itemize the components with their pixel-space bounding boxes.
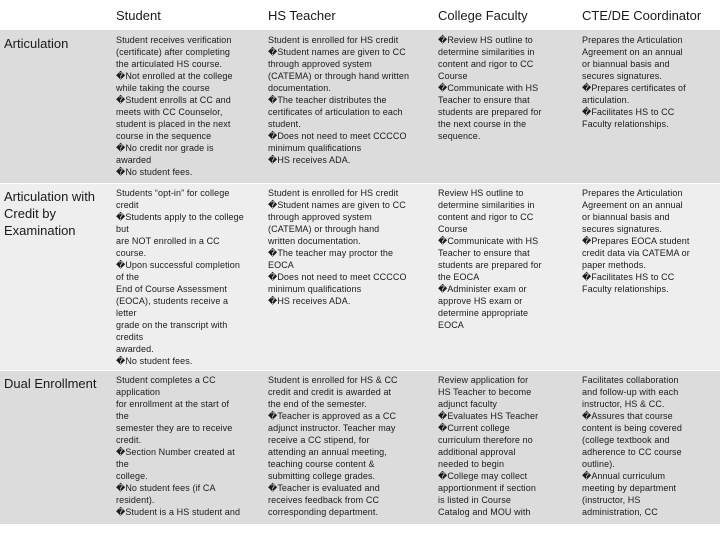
cell-line: �Does not need to meet CCCCO (268, 131, 407, 141)
cell-line: Faculty relationships. (582, 119, 669, 129)
cell-line: attending an annual meeting, (268, 447, 387, 457)
cell-line: �Student names are given to CC (268, 200, 406, 210)
cell-line: meets with CC Counselor, (116, 107, 223, 117)
row-label-dual-enrollment: Dual Enrollment (0, 371, 112, 525)
cell-line: course. (116, 248, 147, 258)
cell-line: �Student enrolls at CC and (116, 95, 231, 105)
cell-line: �Teacher is approved as a CC (268, 411, 397, 421)
cell-line: �The teacher may proctor the (268, 248, 394, 258)
cell-line: Agreement on an annual (582, 47, 683, 57)
cell-line: or biannual basis and (582, 59, 670, 69)
cell-line: (instructor, HS (582, 495, 641, 505)
cell-line: Teacher to ensure that (438, 95, 530, 105)
cell-line: the EOCA (438, 272, 480, 282)
cell-line: the next course in the (438, 119, 527, 129)
cell-line: content is being covered (582, 423, 682, 433)
header-cell-hs-teacher: HS Teacher (264, 0, 434, 31)
header-cell-student: Student (112, 0, 264, 31)
cell-line: the (116, 411, 129, 421)
cell-line: course in the sequence (116, 131, 212, 141)
cell-line: submitting college grades. (268, 471, 376, 481)
cell-line: the end of the semester. (268, 399, 367, 409)
table-row-articulation (0, 31, 720, 184)
cell-line: receive a CC stipend, for (268, 435, 370, 445)
cell-line: minimum qualifications (268, 143, 362, 153)
cell-line: but (116, 224, 129, 234)
cell-line: Agreement on an annual (582, 200, 683, 210)
cell-line: credit. (116, 435, 142, 445)
cell-line: Prepares the Articulation (582, 35, 683, 45)
cell-line: grade on the transcript with (116, 320, 228, 330)
cell-line: �Current college (438, 423, 510, 433)
cell-cte-de-coordinator (578, 31, 720, 184)
cell-line: secures signatures. (582, 71, 662, 81)
cell-line: Student is enrolled for HS & CC (268, 375, 398, 385)
cell-line: documentation. (268, 83, 331, 93)
cell-student (112, 31, 264, 184)
cell-line: content and rigor to CC (438, 59, 534, 69)
cell-line: content and rigor to CC (438, 212, 534, 222)
cell-line: semester they are to receive (116, 423, 233, 433)
cell-line: administration, CC (582, 507, 658, 517)
cell-line: credit and credit is awarded at (268, 387, 392, 397)
cell-hs-teacher (264, 371, 434, 525)
cell-line: the articulated HS course. (116, 59, 223, 69)
table-row-dual-enrollment (0, 371, 720, 525)
cell-line: meeting by department (582, 483, 677, 493)
cell-line: adherence to CC course (582, 447, 682, 457)
cell-line: �Teacher is evaluated and (268, 483, 380, 493)
cell-line: minimum qualifications (268, 284, 362, 294)
header-cell-empty (0, 0, 112, 31)
cell-line: �Student is a HS student and (116, 507, 241, 517)
cell-line: �Students apply to the college (116, 212, 244, 222)
header-cell-college-faculty: College Faculty (434, 0, 578, 31)
cell-line: EOCA (438, 320, 464, 330)
cell-student (112, 184, 264, 371)
cell-line: �HS receives ADA. (268, 296, 351, 306)
cell-line: additional approval (438, 447, 516, 457)
cell-line: determine similarities in (438, 200, 535, 210)
cell-line: Student receives verification (116, 35, 232, 45)
cell-line: HS Teacher to become (438, 387, 532, 397)
cell-line: �Administer exam or (438, 284, 527, 294)
header-cell-cte-de-coordinator: CTE/DE Coordinator (578, 0, 720, 31)
cell-line: the (116, 459, 129, 469)
cell-line: awarded (116, 155, 152, 165)
cell-hs-teacher (264, 184, 434, 371)
cell-line: Student completes a CC (116, 375, 216, 385)
cell-line: receives feedback from CC (268, 495, 380, 505)
cell-line: secures signatures. (582, 224, 662, 234)
cell-line: �Annual curriculum (582, 471, 666, 481)
cell-line: sequence. (438, 131, 481, 141)
cell-line: certificates of articulation to each (268, 107, 403, 117)
cell-line: Catalog and MOU with (438, 507, 531, 517)
cell-line: while taking the course (116, 83, 210, 93)
cell-line: of the (116, 272, 140, 282)
cell-line: is listed in Course (438, 495, 511, 505)
cell-line: and follow-up with each (582, 387, 679, 397)
cell-line: outline). (582, 459, 615, 469)
cell-line: for enrollment at the start of (116, 399, 230, 409)
cell-line: End of Course Assessment (116, 284, 227, 294)
cell-line: Course (438, 224, 468, 234)
cell-line: through approved system (268, 59, 372, 69)
cell-line: students are prepared for (438, 107, 542, 117)
cell-line: Facilitates collaboration (582, 375, 679, 385)
cell-line: credits (116, 332, 144, 342)
cell-line: determine appropriate (438, 308, 529, 318)
cell-line: �The teacher distributes the (268, 95, 387, 105)
cell-line: �Section Number created at (116, 447, 235, 457)
cell-line: college. (116, 471, 148, 481)
cell-line: application (116, 387, 161, 397)
cell-line: �No student fees. (116, 356, 193, 366)
cell-line: Students “opt-in” for college (116, 188, 230, 198)
row-label-articulation: Articulation (0, 31, 112, 184)
cell-line: Course (438, 71, 468, 81)
cell-line: �College may collect (438, 471, 528, 481)
cell-line: letter (116, 308, 137, 318)
cell-line: student is placed in the next (116, 119, 231, 129)
cell-line: �Prepares certificates of (582, 83, 686, 93)
cell-line: credit data via CATEMA or (582, 248, 690, 258)
cell-line: corresponding department. (268, 507, 379, 517)
header-row (0, 0, 720, 31)
cell-line: students are prepared for (438, 260, 542, 270)
cell-line: articulation. (582, 95, 630, 105)
cell-line: credit (116, 200, 139, 210)
cell-line: or biannual basis and (582, 212, 670, 222)
cell-hs-teacher (264, 31, 434, 184)
cell-line: Prepares the Articulation (582, 188, 683, 198)
cell-line: resident). (116, 495, 155, 505)
cell-student (112, 371, 264, 525)
cell-line: �Facilitates HS to CC (582, 272, 675, 282)
cell-line: Faculty relationships. (582, 284, 669, 294)
cell-line: determine similarities in (438, 47, 535, 57)
cell-cte-de-coordinator (578, 184, 720, 371)
cell-line: �Communicate with HS (438, 83, 539, 93)
cell-line: �HS receives ADA. (268, 155, 351, 165)
cell-line: apportionment if section (438, 483, 536, 493)
cell-line: EOCA (268, 260, 294, 270)
cell-line: �Review HS outline to (438, 35, 533, 45)
cell-line: curriculum therefore no (438, 435, 533, 445)
cell-line: Teacher to ensure that (438, 248, 530, 258)
table-row-articulation-credit-by-exam (0, 184, 720, 371)
cell-line: �Prepares EOCA student (582, 236, 690, 246)
cell-line: �No credit nor grade is (116, 143, 214, 153)
cell-line: �Upon successful completion (116, 260, 240, 270)
cell-line: �No student fees. (116, 167, 193, 177)
cell-line: (certificate) after completing (116, 47, 231, 57)
cell-cte-de-coordinator (578, 371, 720, 525)
cell-line: Review application for (438, 375, 529, 385)
cell-line: (CATEMA) or through hand (268, 224, 380, 234)
cell-line: approve HS exam or (438, 296, 523, 306)
cell-line: Student is enrolled for HS credit (268, 35, 399, 45)
cell-line: �Does not need to meet CCCCO (268, 272, 407, 282)
cell-line: awarded. (116, 344, 154, 354)
cell-line: �Not enrolled at the college (116, 71, 233, 81)
cell-line: needed to begin (438, 459, 505, 469)
cell-line: teaching course content & (268, 459, 375, 469)
cell-line: through approved system (268, 212, 372, 222)
row-label-articulation-credit-by-exam: Articulation with Credit by Examination (0, 184, 112, 371)
cell-line: �Communicate with HS (438, 236, 539, 246)
cell-college-faculty (434, 371, 578, 525)
cell-line: paper methods. (582, 260, 646, 270)
cell-line: written documentation. (268, 236, 361, 246)
cell-line: (college textbook and (582, 435, 670, 445)
cell-line: are NOT enrolled in a CC (116, 236, 220, 246)
cell-line: �Facilitates HS to CC (582, 107, 675, 117)
cell-line: instructor, HS & CC. (582, 399, 665, 409)
cell-line: �No student fees (if CA (116, 483, 216, 493)
cell-line: (CATEMA) or through hand written (268, 71, 410, 81)
cell-line: Student is enrolled for HS credit (268, 188, 399, 198)
cell-college-faculty (434, 184, 578, 371)
cell-line: (EOCA), students receive a (116, 296, 229, 306)
cell-line: student. (268, 119, 301, 129)
cell-line: �Evaluates HS Teacher (438, 411, 539, 421)
cell-line: �Assures that course (582, 411, 673, 421)
cell-line: adjunct instructor. Teacher may (268, 423, 396, 433)
cell-line: adjunct faculty (438, 399, 498, 409)
cell-line: Review HS outline to (438, 188, 524, 198)
cell-line: �Student names are given to CC (268, 47, 406, 57)
cell-college-faculty (434, 31, 578, 184)
